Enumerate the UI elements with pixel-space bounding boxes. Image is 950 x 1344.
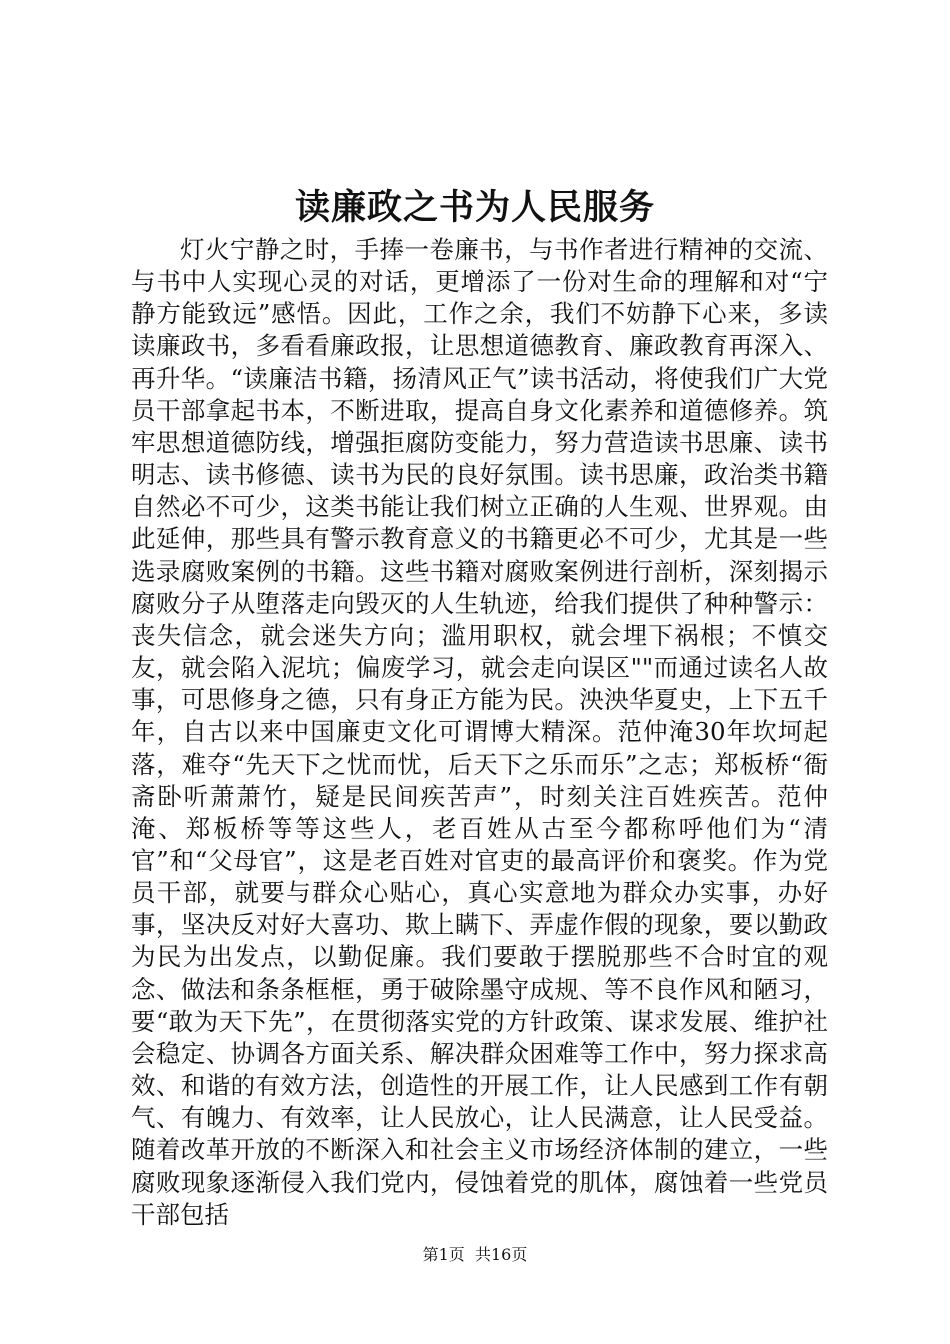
page-number: 第1页 <box>422 1245 465 1264</box>
page-total: 共16页 <box>474 1245 528 1264</box>
document-title: 读廉政之书为人民服务 <box>294 187 655 228</box>
page-footer <box>0 1244 950 1266</box>
footer-gap <box>465 1245 475 1264</box>
body-paragraph: 灯火宁静之时，手捧一卷廉书，与书作者进行精神的交流、与书中人实现心灵的对话，更增添了一份对生命的理解和对“宁静方能致远”感悟。因此，工作之余，我们不妨静下心来，多读读廉政书，多看看廉政报，让思想道德教育、廉政教育再深入、再升华。“读廉洁书籍，扬清风正气”读书活动，将使我们广大党员干部拿起书本，不断进取，提高自身文化素养和道德修养。筑牢思想道德防线，增强拒腐防变能力，努力营造读书思廉、读书明志、读书修德、读书为民的良好氛围。读书思廉，政治类书籍自然必不可少，这类书能让我们树立正确的人生观、世界观。由此延伸，那些具有警示教育意义的书籍更必不可少，尤其是一些选录腐败案例的书籍。这些书籍对腐败案例进行剖析，深刻揭示腐败分子从堕落走向毁灭的人生轨迹，给我们提供了种种警示：丧失信念，就会迷失方向；滥用职权，就会埋下祸根；不慎交友，就会陷入泥坑；偏废学习，就会走向误区""而通过读名人故事，可思修身之德，只有身正方能为民。泱泱华夏史，上下五千年，自古以来中国廉吏文化可谓博大精深。范仲淹30年坎坷起落，难夺“先天下之忧而忧，后天下之乐而乐”之志；郑板桥“衙斋卧听萧萧竹，疑是民间疾苦声”，时刻关注百姓疾苦。范仲淹、郑板桥等等这些人，老百姓从古至今都称呼他们为“清官”和“父母官”，这是老百姓对官吏的最高评价和褒奖。作为党员干部，就要与群众心贴心，真心实意地为群众办实事，办好事，坚决反对好大喜功、欺上瞒下、弄虚作假的现象，要以勤政为民为出发点，以勤促廉。我们要敢于摆脱那些不合时宜的观念、做法和条条框框，勇于破除墨守成规、等不良作风和陋习，要“敢为天下先”，在贯彻落实党的方针政策、谋求发展、维护社会稳定、协调各方面关系、解决群众困难等工作中，努力探求高效、和谐的有效方法，创造性的开展工作，让人民感到工作有朝气、有魄力、有效率，让人民放心，让人民满意，让人民受益。随着改革开放的不断深入和社会主义市场经济体制的建立，一些腐败现象逐渐侵入我们党内，侵蚀着党的肌体，腐蚀着一些党员干部包括 <box>131 235 828 1229</box>
